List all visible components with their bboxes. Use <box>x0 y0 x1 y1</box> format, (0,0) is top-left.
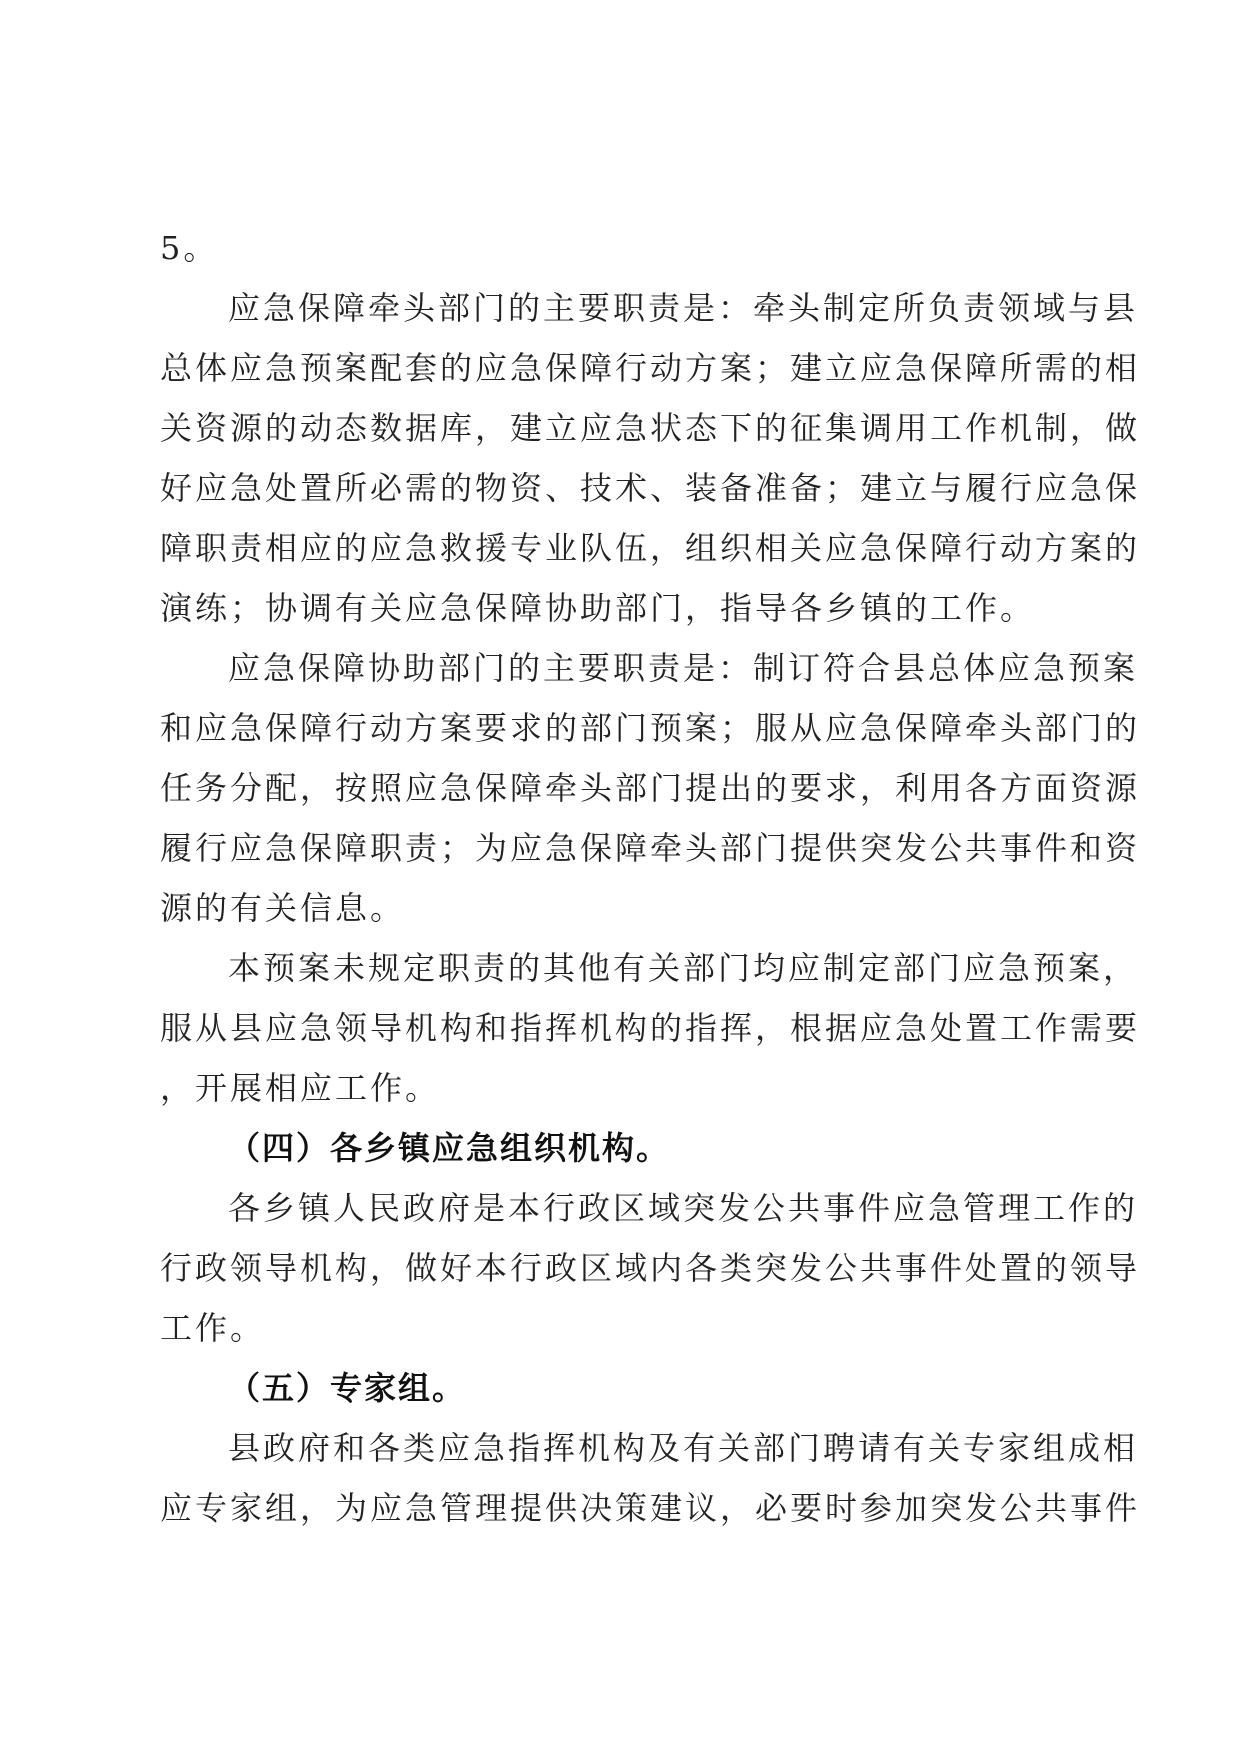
paragraph-line: 好应急处置所必需的物资、技术、装备准备；建立与履行应急保 <box>160 469 1141 507</box>
paragraph-leading-dept <box>160 278 1141 638</box>
section-heading-4: （四）各乡镇应急组织机构。 <box>228 1129 671 1167</box>
paragraph-line: 履行应急保障职责；为应急保障牵头部门提供突发公共事件和资 <box>160 829 1141 867</box>
paragraph-line: 总体应急预案配套的应急保障行动方案；建立应急保障所需的相 <box>160 349 1141 387</box>
paragraph-assist-dept <box>160 638 1141 938</box>
paragraph-line: 本预案未规定职责的其他有关部门均应制定部门应急预案， <box>228 949 1139 987</box>
paragraph-line: 服从县应急领导机构和指挥机构的指挥，根据应急处置工作需要 <box>160 1009 1141 1047</box>
paragraph-other-depts <box>160 938 1141 1118</box>
document-body <box>160 218 1141 1538</box>
paragraph-township <box>160 1178 1141 1358</box>
fragment-line: 5。 <box>160 229 219 267</box>
paragraph-line: 应急保障协助部门的主要职责是：制订符合县总体应急预案 <box>228 649 1139 687</box>
paragraph-line: 源的有关信息。 <box>160 889 406 927</box>
paragraph-line: 行政领导机构，做好本行政区域内各类突发公共事件处置的领导 <box>160 1249 1141 1287</box>
paragraph-line: 演练；协调有关应急保障协助部门，指导各乡镇的工作。 <box>160 589 1036 627</box>
paragraph-line: 关资源的动态数据库，建立应急状态下的征集调用工作机制，做 <box>160 409 1141 447</box>
paragraph-line: 应专家组，为应急管理提供决策建议，必要时参加突发公共事件 <box>160 1489 1141 1527</box>
paragraph-line: 任务分配，按照应急保障牵头部门提出的要求，利用各方面资源 <box>160 769 1141 807</box>
paragraph-line: 工作。 <box>160 1309 266 1347</box>
paragraph-expert-group <box>160 1418 1141 1538</box>
paragraph-line: ，开展相应工作。 <box>160 1069 441 1107</box>
section-heading-5: （五）专家组。 <box>228 1369 467 1407</box>
paragraph-line: 各乡镇人民政府是本行政区域突发公共事件应急管理工作的 <box>228 1189 1139 1227</box>
paragraph-line: 障职责相应的应急救援专业队伍，组织相关应急保障行动方案的 <box>160 529 1141 567</box>
paragraph-line: 应急保障牵头部门的主要职责是：牵头制定所负责领域与县 <box>228 289 1139 327</box>
paragraph-line: 县政府和各类应急指挥机构及有关部门聘请有关专家组成相 <box>228 1429 1139 1467</box>
paragraph-line: 和应急保障行动方案要求的部门预案；服从应急保障牵头部门的 <box>160 709 1141 747</box>
